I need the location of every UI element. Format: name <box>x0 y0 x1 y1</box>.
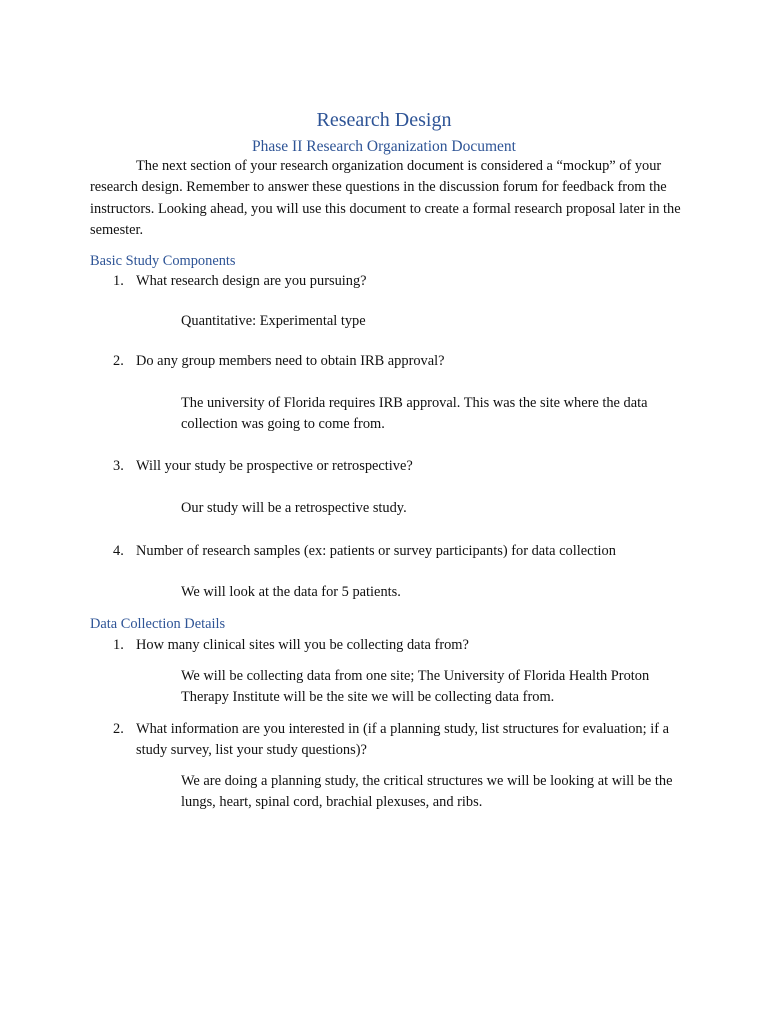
section-heading-data-collection-details: Data Collection Details <box>90 616 226 632</box>
question-text: Number of research samples (ex: patients or survey participants) for data collection <box>136 543 616 559</box>
answer-text: Our study will be a retrospective study. <box>181 500 407 516</box>
question-text: What information are you interested in (if a planning study, list structures for evaluation; if a study survey, list your study questions)? <box>136 721 669 759</box>
question-number: 3. <box>113 458 124 474</box>
question-number: 1. <box>113 637 124 653</box>
question-text: What research design are you pursuing? <box>136 273 367 289</box>
question-number: 1. <box>113 273 124 289</box>
answer-text: The university of Florida requires IRB approval. This was the site where the data collection was going to come from. <box>181 395 648 433</box>
intro-paragraph: The next section of your research organization document is considered a “mockup” of your research design. Remember to answer these questions in the discussion forum for feedback from the instructors. Looking ahead, you will use this document to create a formal research proposal later in the semester. <box>90 158 681 238</box>
question-number: 4. <box>113 543 124 559</box>
question-text: Will your study be prospective or retrospective? <box>136 458 413 474</box>
answer-text: We will look at the data for 5 patients. <box>181 584 401 600</box>
question-number: 2. <box>113 721 124 737</box>
answer-text: We will be collecting data from one site; The University of Florida Health Proton Therapy Institute will be the site we will be collecting data from. <box>181 668 650 706</box>
document-title: Research Design <box>316 109 452 131</box>
question-number: 2. <box>113 353 124 369</box>
document-subtitle: Phase II Research Organization Document <box>252 138 516 155</box>
answer-text: Quantitative: Experimental type <box>181 313 366 329</box>
section-heading-basic-study-components: Basic Study Components <box>90 253 236 269</box>
question-text: Do any group members need to obtain IRB approval? <box>136 353 445 369</box>
answer-text: We are doing a planning study, the critical structures we will be looking at will be the lungs, heart, spinal cord, brachial plexuses, and ribs. <box>181 773 673 811</box>
question-text: How many clinical sites will you be collecting data from? <box>136 637 469 653</box>
